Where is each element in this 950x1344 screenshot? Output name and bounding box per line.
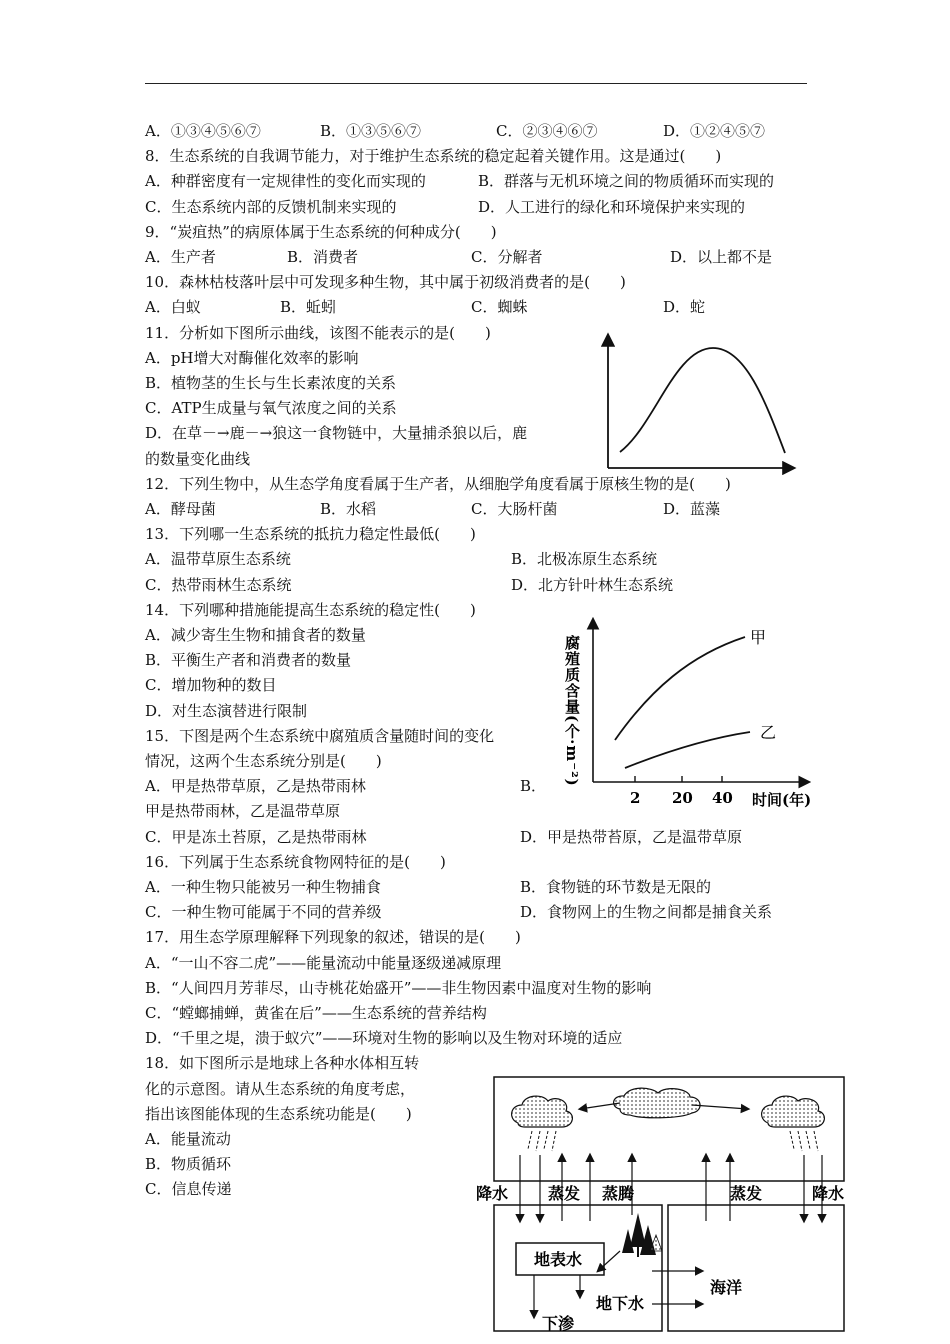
text-line: 9．“炭疽热”的病原体属于生态系统的何种成分( ): [145, 222, 497, 241]
rain-left-icon: [528, 1131, 556, 1151]
text-line: A．生产者: [145, 248, 216, 266]
humus-chart: [560, 610, 825, 815]
y-axis-label: 腐殖质含量(个·m⁻²): [563, 635, 581, 787]
tick-label: 40: [712, 789, 733, 807]
text-segment: D．以上都不是: [670, 248, 773, 266]
series-jia-curve: [615, 637, 745, 740]
text-line: C．一种生物可能属于不同的营养级: [145, 903, 382, 922]
text-line: B．物质循环: [145, 1155, 232, 1174]
text-line: 16．下列属于生态系统食物网特征的是( ): [145, 852, 446, 871]
text-segment: B．食物链的环节数是无限的: [520, 878, 712, 896]
text-line: 8．生态系统的自我调节能力，对于维护生态系统的稳定起着关键作用。这是通过( ): [145, 147, 722, 166]
text-line: A．一种生物只能被另一种生物捕食: [145, 878, 381, 896]
tick-label: 20: [672, 789, 693, 807]
bell-curve: [620, 348, 785, 453]
text-line: C．ATP生成量与氧气浓度之间的关系: [145, 399, 397, 418]
text-segment: D．北方针叶林生态系统: [511, 575, 674, 594]
text-segment: D．甲是热带苔原，乙是温带草原: [520, 827, 743, 846]
text-line: 化的示意图。请从生态系统的角度考虑，: [145, 1079, 416, 1098]
x-axis-label: 时间(年): [752, 791, 812, 809]
text-line: C．生态系统内部的反馈机制来实现的: [145, 197, 397, 216]
trees-icon: [622, 1213, 662, 1257]
text-segment: D．食物网上的生物之间都是捕食关系: [520, 903, 773, 922]
text-line: 11．分析如下图所示曲线，该图不能表示的是( ): [145, 323, 491, 342]
text-line: A．减少寄生生物和捕食者的数量: [145, 626, 366, 644]
tick-label: 2: [630, 789, 641, 807]
text-line: 17．用生态学原理解释下列现象的叙述，错误的是( ): [145, 928, 521, 947]
text-segment: D．蛇: [663, 298, 706, 317]
text-line: 情况，这两个生态系统分别是( ): [145, 752, 382, 770]
water-cycle-diagram: [470, 1075, 850, 1337]
text-line: 18．如下图所示是地球上各种水体相互转: [145, 1054, 420, 1073]
text-line: A．能量流动: [145, 1130, 231, 1148]
label-evap-left: 蒸发: [548, 1184, 581, 1203]
label-surface-water: 地表水: [534, 1250, 583, 1269]
series-yi-curve: [625, 732, 750, 768]
text-line: C．甲是冻土苔原，乙是热带雨林: [145, 827, 367, 846]
cloud-right-icon: [762, 1096, 825, 1127]
ocean-box: [668, 1205, 844, 1331]
text-segment: B．①③⑤⑥⑦: [320, 122, 422, 140]
text-segment: D．①②④⑤⑦: [663, 122, 766, 140]
text-line: A．“一山不容二虎”——能量流动中能量逐级递减原理: [145, 953, 502, 972]
text-segment: C．分解者: [471, 248, 543, 266]
bell-curve-figure: [595, 330, 800, 475]
text-line: C．“螳螂捕蝉，黄雀在后”——生态系统的营养结构: [145, 1004, 487, 1022]
text-line: A．pH增大对酶催化效率的影响: [145, 348, 359, 367]
label-groundwater: 地下水: [596, 1294, 645, 1313]
text-segment: D．人工进行的绿化和环境保护来实现的: [478, 197, 746, 216]
cloud-center-icon: [614, 1088, 700, 1118]
text-segment: C．②③④⑥⑦: [496, 122, 598, 140]
label-infiltrate: 下渗: [542, 1314, 575, 1333]
tree-to-surface-arrow: [598, 1251, 620, 1271]
text-line: C．增加物种的数目: [145, 676, 277, 695]
text-line: 13．下列哪一生态系统的抵抗力稳定性最低( ): [145, 525, 476, 544]
text-line: A．温带草原生态系统: [145, 550, 291, 569]
series-yi-label: 乙: [760, 723, 777, 742]
text-segment: B．群落与无机环境之间的物质循环而实现的: [478, 172, 775, 191]
text-segment: B．: [520, 777, 547, 796]
text-line: C．热带雨林生态系统: [145, 575, 292, 594]
text-segment: D．蓝藻: [663, 500, 721, 518]
text-segment: C．蜘蛛: [471, 298, 528, 317]
rain-right-icon: [790, 1131, 818, 1151]
label-transpire: 蒸腾: [602, 1184, 635, 1203]
text-line: D．在草－→鹿－→狼这一食物链中，大量捕杀狼以后，鹿: [145, 424, 528, 443]
text-line: A．种群密度有一定规律性的变化而实现的: [145, 172, 426, 191]
text-segment: B．水稻: [320, 500, 377, 518]
text-line: 15．下图是两个生态系统中腐殖质含量随时间的变化: [145, 726, 495, 745]
label-precip-right: 降水: [812, 1184, 845, 1203]
text-segment: B．蚯蚓: [280, 298, 337, 317]
text-segment: B．消费者: [287, 248, 359, 266]
label-evap-right: 蒸发: [730, 1184, 763, 1203]
text-line: 10．森林枯枝落叶层中可发现多种生物，其中属于初级消费者的是( ): [145, 273, 626, 292]
text-line: B．植物茎的生长与生长素浓度的关系: [145, 374, 397, 392]
text-line: A．甲是热带草原，乙是热带雨林: [145, 777, 366, 796]
text-line: 甲是热带雨林，乙是温带草原: [145, 802, 341, 821]
text-line: 12．下列生物中，从生态学角度看属于生产者，从细胞学角度看属于原核生物的是( ): [145, 474, 731, 493]
text-line: 指出该图能体现的生态系统功能是( ): [145, 1104, 412, 1123]
text-line: B．“人间四月芳菲尽，山寺桃花始盛开”——非生物因素中温度对生物的影响: [145, 978, 652, 997]
series-jia-label: 甲: [750, 628, 767, 647]
cloud-left-icon: [512, 1096, 573, 1127]
text-line: 的数量变化曲线: [145, 449, 251, 468]
text-line: A．酵母菌: [145, 500, 216, 518]
label-precip-left: 降水: [476, 1184, 509, 1203]
header-rule: [145, 83, 807, 84]
label-ocean: 海洋: [710, 1278, 743, 1297]
text-line: D．“千里之堤，溃于蚁穴”——环境对生物的影响以及生物对环境的适应: [145, 1029, 623, 1048]
text-line: 14．下列哪种措施能提高生态系统的稳定性( ): [145, 600, 476, 619]
text-line: B．平衡生产者和消费者的数量: [145, 651, 352, 670]
text-line: C．信息传递: [145, 1180, 232, 1199]
text-line: A．白蚁: [145, 298, 201, 317]
text-line: D．对生态演替进行限制: [145, 701, 308, 720]
text-segment: B．北极冻原生态系统: [511, 550, 658, 569]
text-segment: C．大肠杆菌: [471, 500, 558, 518]
text-line: A．①③④⑤⑥⑦: [145, 122, 261, 140]
